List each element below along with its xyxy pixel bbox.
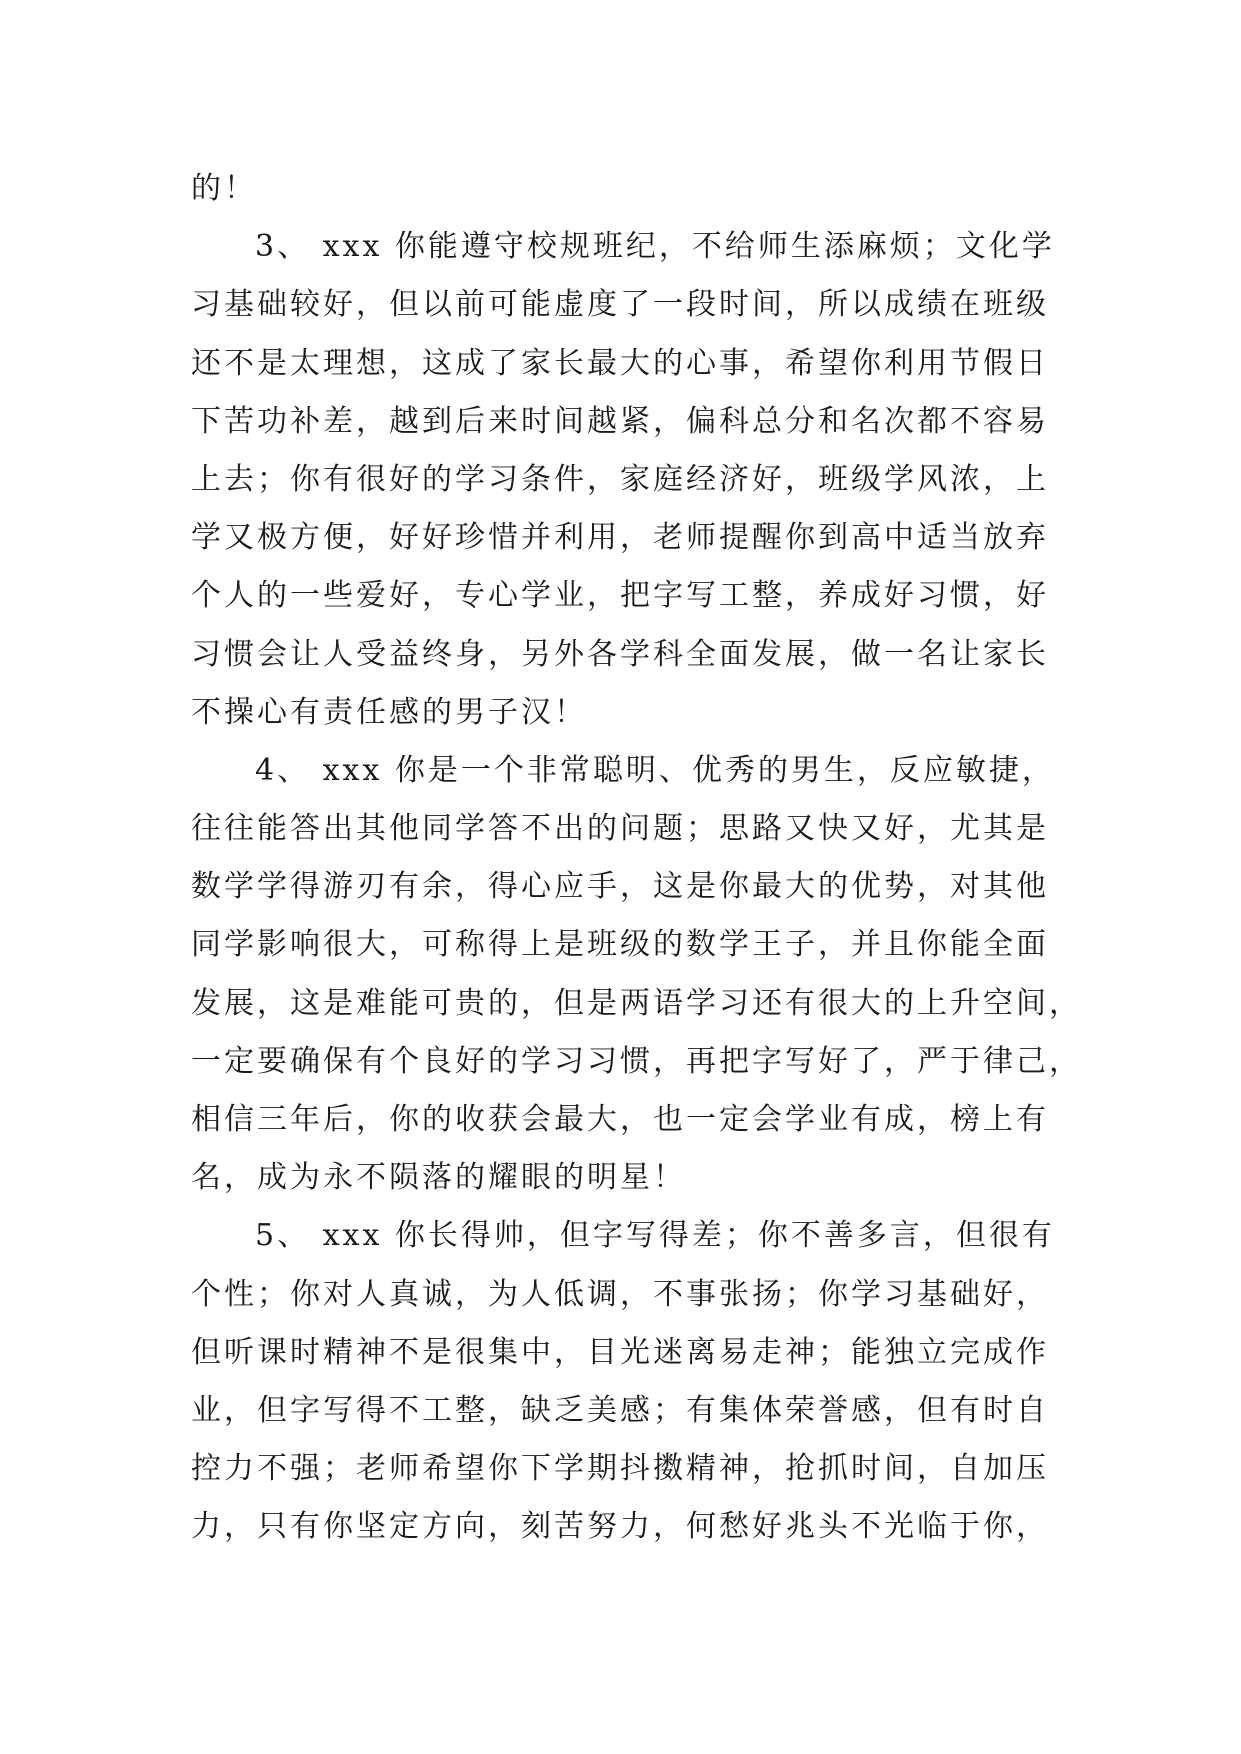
text-line: 还不是太理想，这成了家长最大的心事，希望你利用节假日 (191, 345, 1049, 381)
text-line: 下苦功补差，越到后来时间越紧，偏科总分和名次都不容易 (191, 403, 1049, 439)
document-body (191, 160, 1082, 1557)
text-line: 同学影响很大，可称得上是班级的数学王子，并且你能全面 (191, 927, 1049, 963)
text-line: 习惯会让人受益终身，另外各学科全面发展，做一名让家长 (191, 636, 1049, 672)
text-line: 一定要确保有个良好的学习习惯，再把字写好了，严于律己， (191, 1043, 1082, 1079)
text-line: 学又极方便，好好珍惜并利用，老师提醒你到高中适当放弃 (191, 520, 1049, 556)
text-line: 上去；你有很好的学习条件，家庭经济好，班级学风浓，上 (191, 461, 1049, 497)
text-line: 但听课时精神不是很集中，目光迷离易走神；能独立完成作 (191, 1334, 1049, 1370)
text-line: 不操心有责任感的男子汉！ (191, 694, 587, 730)
text-line: 往往能答出其他同学答不出的问题；思路又快又好，尤其是 (191, 811, 1049, 847)
text-line: 习基础较好，但以前可能虚度了一段时间，所以成绩在班级 (191, 287, 1049, 323)
paragraph-continuation (191, 160, 1051, 218)
text-line: 4、 xxx 你是一个非常聪明、优秀的男生，反应敏捷， (255, 752, 1055, 788)
text-line: 个性；你对人真诚，为人低调，不事张扬；你学习基础好， (191, 1276, 1049, 1312)
text-line: 5、 xxx 你长得帅，但字写得差；你不善多言，但很有 (255, 1218, 1055, 1254)
text-line: 数学学得游刃有余，得心应手，这是你最大的优势，对其他 (191, 869, 1049, 905)
text-line: 业，但字写得不工整，缺乏美感；有集体荣誉感，但有时自 (191, 1392, 1049, 1428)
text-line: 名，成为永不陨落的耀眼的明星！ (191, 1160, 686, 1196)
text-line: 的！ (191, 171, 257, 206)
paragraph-comment-5 (191, 1207, 1055, 1556)
text-line: 3、 xxx 你能遵守校规班纪，不给师生添麻烦；文化学 (255, 229, 1055, 265)
text-line: 个人的一些爱好，专心学业，把字写工整，养成好习惯，好 (191, 578, 1049, 614)
text-line: 控力不强；老师希望你下学期抖擞精神，抢抓时间，自加压 (191, 1451, 1049, 1487)
paragraph-comment-3 (191, 218, 1055, 742)
text-line: 相信三年后，你的收获会最大，也一定会学业有成，榜上有 (191, 1102, 1049, 1137)
paragraph-comment-4 (191, 742, 1082, 1208)
text-line: 力，只有你坚定方向，刻苦努力，何愁好兆头不光临于你， (191, 1509, 1049, 1545)
text-line: 发展，这是难能可贵的，但是两语学习还有很大的上升空间， (191, 985, 1082, 1021)
